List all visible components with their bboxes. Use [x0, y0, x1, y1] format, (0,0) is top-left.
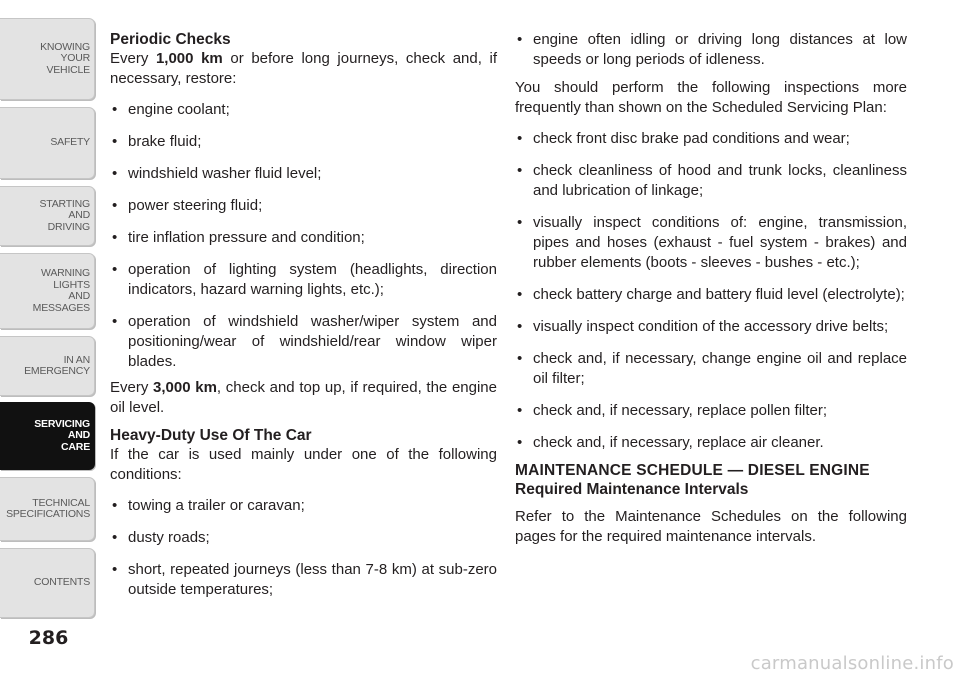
text: or before long journeys, check and, if necessary, restore:	[110, 50, 497, 87]
list-item: • brake fluid;	[110, 132, 497, 152]
list-item: • check battery charge and battery fluid level (electrolyte);	[515, 285, 907, 305]
periodic-list	[110, 100, 497, 372]
list-item: • visually inspect condition of the accessory drive belts;	[515, 317, 907, 337]
tab-safety[interactable]	[0, 107, 95, 179]
text: Every	[110, 379, 154, 396]
list-item: • operation of lighting system (headlights, direction indicators, hazard warning lights, etc.);	[110, 260, 497, 300]
required-intervals-text: Refer to the Maintenance Schedules on the following pages for the required maintenance intervals.	[515, 508, 907, 545]
inspection-list	[515, 129, 907, 453]
list-item: • engine often idling or driving long distances at low speeds or long periods of idleness.	[515, 30, 907, 70]
tab-label: SERVICING AND CARE	[34, 417, 90, 453]
list-item: • operation of windshield washer/wiper system and positioning/wear of windshield/rear window wiper blades.	[110, 312, 497, 372]
tab-label: WARNING LIGHTS AND MESSAGES	[32, 267, 90, 314]
left-column	[110, 30, 497, 600]
periodic-checks-heading: Periodic Checks	[110, 31, 231, 48]
list-item: • visually inspect conditions of: engine, transmission, pipes and hoses (exhaust - fuel system - brakes) and rubber elements (boots - sleeves - bushes - etc.);	[515, 213, 907, 273]
tab-knowing-your-vehicle[interactable]	[0, 18, 95, 100]
list-item: • power steering fluid;	[110, 196, 497, 216]
list-item: • windshield washer fluid level;	[110, 164, 497, 184]
watermark: carmanualsonline.info	[750, 653, 954, 674]
tab-in-an-emergency[interactable]	[0, 336, 95, 396]
heavy-duty-list	[110, 496, 497, 600]
right-column	[515, 30, 907, 547]
list-item: • short, repeated journeys (less than 7-8 km) at sub-zero outside temperatures;	[110, 560, 497, 600]
every-1000-paragraph	[110, 49, 497, 89]
tab-label: TECHNICAL SPECIFICATIONS	[6, 496, 90, 520]
list-item: • check cleanliness of hood and trunk locks, cleanliness and lubrication of linkage;	[515, 161, 907, 201]
heavy-duty-list-continued	[515, 30, 907, 70]
inspection-intro: You should perform the following inspections more frequently than shown on the Scheduled Servicing Plan:	[515, 79, 907, 116]
tab-warning-lights-and-messages[interactable]	[0, 253, 95, 329]
tab-label: SAFETY	[50, 136, 90, 149]
tab-servicing-and-care[interactable]	[0, 402, 95, 470]
every-3000-paragraph	[110, 378, 497, 418]
heavy-duty-heading: Heavy-Duty Use Of The Car	[110, 427, 312, 444]
tab-technical-specifications[interactable]	[0, 477, 95, 541]
interval-value: 3,000 km	[153, 379, 217, 396]
tab-label: IN AN EMERGENCY	[24, 353, 90, 377]
tab-starting-and-driving[interactable]	[0, 186, 95, 246]
list-item: • check and, if necessary, replace air cleaner.	[515, 433, 907, 453]
list-item: • tire inflation pressure and condition;	[110, 228, 497, 248]
list-item: • check front disc brake pad conditions and wear;	[515, 129, 907, 149]
required-intervals-heading: Required Maintenance Intervals	[515, 481, 749, 498]
tab-contents[interactable]	[0, 548, 95, 618]
tab-label: KNOWING YOUR VEHICLE	[40, 40, 90, 76]
tab-label: CONTENTS	[33, 576, 90, 589]
list-item: • towing a trailer or caravan;	[110, 496, 497, 516]
list-item: • check and, if necessary, change engine oil and replace oil filter;	[515, 349, 907, 389]
interval-value: 1,000 km	[155, 50, 223, 67]
list-item: • check and, if necessary, replace pollen filter;	[515, 401, 907, 421]
tab-label: STARTING AND DRIVING	[39, 197, 90, 233]
list-item: • engine coolant;	[110, 100, 497, 120]
page-number: 286	[28, 627, 69, 649]
list-item: • dusty roads;	[110, 528, 497, 548]
maintenance-schedule-heading: MAINTENANCE SCHEDULE — DIESEL ENGINE	[515, 462, 870, 479]
text: Every	[110, 50, 156, 67]
heavy-duty-intro: If the car is used mainly under one of the following conditions:	[110, 446, 497, 483]
text: , check and top up, if required, the engine oil level.	[110, 379, 497, 416]
